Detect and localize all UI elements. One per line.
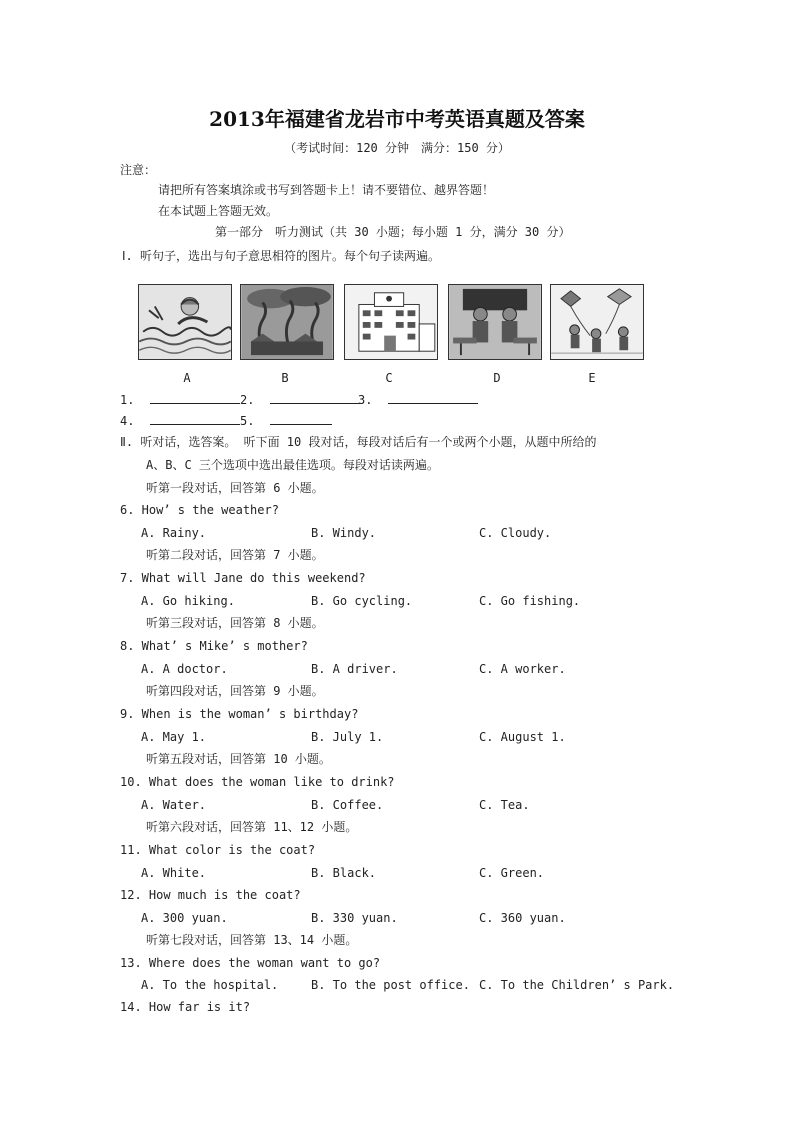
- question: 7. What will Jane do this weekend?: [120, 571, 366, 585]
- answer-blank-1: [120, 391, 240, 408]
- blank-line[interactable]: [270, 412, 332, 425]
- blank-number: 2.: [240, 393, 255, 407]
- blank-number: 4.: [120, 414, 135, 428]
- exam-info: （考试时间：120 分钟 满分：150 分）: [284, 141, 510, 155]
- listen-prompt: 听第一段对话，回答第 6 小题。: [146, 481, 324, 495]
- question: 9. When is the woman’ s birthday?: [120, 707, 359, 721]
- answer-blank-2: [240, 391, 360, 408]
- option-c: C. Tea.: [479, 798, 530, 812]
- picture-e: [550, 284, 644, 360]
- option-a: A. To the hospital.: [141, 978, 279, 992]
- blank-line[interactable]: [270, 391, 360, 404]
- notice-line: 请把所有答案填涂或书写到答题卡上！请不要错位、越界答题！: [158, 183, 495, 197]
- picture-label: D: [493, 371, 501, 385]
- kite-flying-icon: [551, 285, 643, 359]
- classroom-students-icon: [449, 285, 541, 359]
- notice-label: 注意：: [120, 163, 157, 177]
- picture-b: [240, 284, 334, 360]
- part-heading: 第一部分 听力测试（共 30 小题；每小题 1 分，满分 30 分）: [215, 225, 571, 239]
- option-a: A. May 1.: [141, 730, 207, 744]
- question: 12. How much is the coat?: [120, 888, 301, 902]
- question: 8. What’ s Mike’ s mother?: [120, 639, 308, 653]
- picture-a: [138, 284, 232, 360]
- question: 6. How’ s the weather?: [120, 503, 279, 517]
- picture-label: C: [385, 371, 393, 385]
- blank-number: 1.: [120, 393, 135, 407]
- option-c: C. August 1.: [479, 730, 566, 744]
- option-c: C. 360 yuan.: [479, 911, 566, 925]
- option-a: A. Rainy.: [141, 526, 207, 540]
- question: 10. What does the woman like to drink?: [120, 775, 395, 789]
- option-a: A. 300 yuan.: [141, 911, 228, 925]
- answer-blank-5: [240, 412, 332, 429]
- option-b: B. To the post office.: [311, 978, 470, 992]
- option-a: A. Go hiking.: [141, 594, 235, 608]
- blank-number: 3.: [358, 393, 373, 407]
- notice-line: 在本试题上答题无效。: [158, 204, 279, 218]
- picture-label: E: [588, 371, 596, 385]
- option-c: C. Cloudy.: [479, 526, 552, 540]
- answer-blank-3: [358, 391, 478, 408]
- swimmer-icon: [139, 285, 231, 359]
- option-b: B. 330 yuan.: [311, 911, 398, 925]
- option-c: C. A worker.: [479, 662, 566, 676]
- blank-line[interactable]: [150, 412, 240, 425]
- listen-prompt: 听第六段对话，回答第 11、12 小题。: [146, 820, 358, 834]
- listen-prompt: 听第七段对话，回答第 13、14 小题。: [146, 933, 358, 947]
- blank-line[interactable]: [150, 391, 240, 404]
- option-b: B. Coffee.: [311, 798, 384, 812]
- listen-prompt: 听第五段对话，回答第 10 小题。: [146, 752, 331, 766]
- option-c: C. Go fishing.: [479, 594, 581, 608]
- picture-c: [344, 284, 438, 360]
- option-a: A. A doctor.: [141, 662, 228, 676]
- section-instruction: A、B、C 三个选项中选出最佳选项。每段对话读两遍。: [146, 458, 439, 472]
- picture-d: [448, 284, 542, 360]
- question: 14. How far is it?: [120, 1000, 251, 1014]
- blank-line[interactable]: [388, 391, 478, 404]
- option-a: A. Water.: [141, 798, 207, 812]
- section-instruction: Ⅱ. 听对话，选答案。 听下面 10 段对话，每段对话后有一个或两个小题，从题中所给的: [120, 435, 597, 449]
- option-b: B. July 1.: [311, 730, 384, 744]
- blank-number: 5.: [240, 414, 255, 428]
- picture-label: A: [183, 371, 191, 385]
- listen-prompt: 听第二段对话，回答第 7 小题。: [146, 548, 324, 562]
- option-b: B. Windy.: [311, 526, 377, 540]
- answer-blank-4: [120, 412, 240, 429]
- listen-prompt: 听第四段对话，回答第 9 小题。: [146, 684, 324, 698]
- polluting-factory-icon: [241, 285, 333, 359]
- school-building-icon: [345, 285, 437, 359]
- option-a: A. White.: [141, 866, 207, 880]
- section-instruction: Ⅰ. 听句子，选出与句子意思相符的图片。每个句子读两遍。: [122, 249, 440, 263]
- question: 11. What color is the coat?: [120, 843, 316, 857]
- picture-label: B: [281, 371, 289, 385]
- option-c: C. Green.: [479, 866, 545, 880]
- option-b: B. Go cycling.: [311, 594, 413, 608]
- listen-prompt: 听第三段对话，回答第 8 小题。: [146, 616, 324, 630]
- option-b: B. Black.: [311, 866, 377, 880]
- option-b: B. A driver.: [311, 662, 398, 676]
- page-title: 2013年福建省龙岩市中考英语真题及答案: [209, 107, 585, 131]
- option-c: C. To the Children’ s Park.: [479, 978, 675, 992]
- question: 13. Where does the woman want to go?: [120, 956, 381, 970]
